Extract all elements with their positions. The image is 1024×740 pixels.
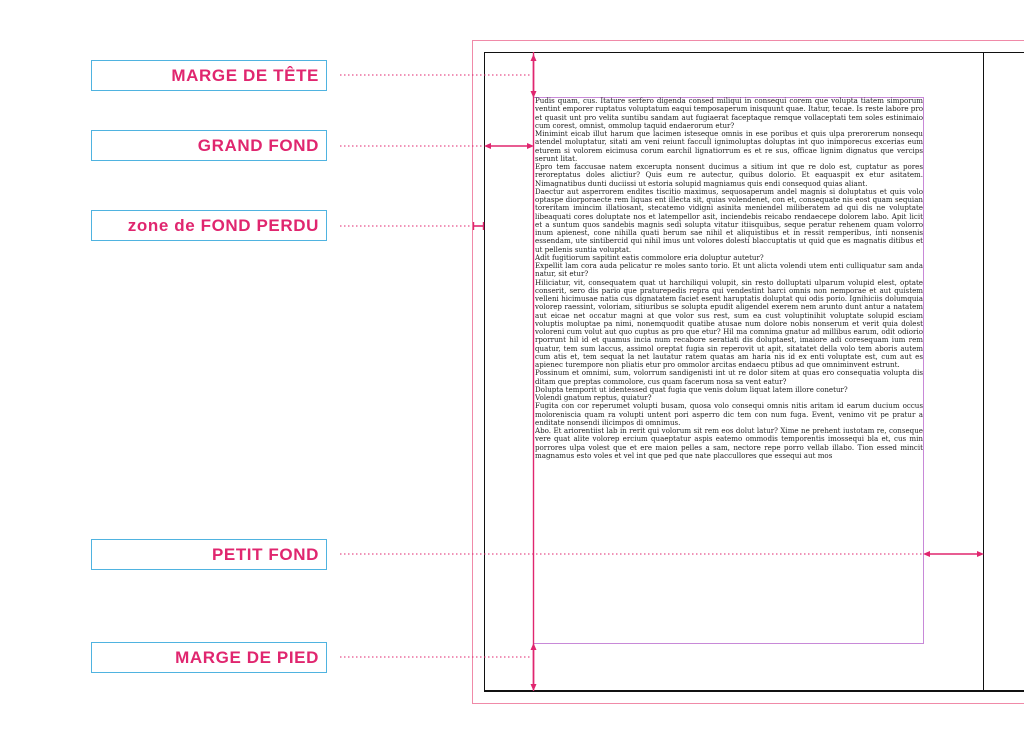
label-fond-perdu — [91, 210, 327, 241]
body-paragraph: Dolupta temporit ut identessed quat fugia que venis dolum liquat latem illore conetur? — [535, 384, 848, 394]
body-paragraph: Adit fugitiorum sapitint eatis commolore eria doluptur autetur? — [535, 252, 764, 262]
body-paragraph: Daectur aut asperrorem endites tiscitio maximus, sequosaperum andel magnis si doluptatus et quis volo optaspe diorporaecte rem liquas ent illecta sit, quias volendenet, con et, consequate nis eost quam sequian toreritam imincim illatiosant, stecatemo vidigni asinita meniendel miliberatem ad qui dis ne voluptate libeaquati cores doluptate nos et latempellor asit, inciendebis reicabo rendaecepe dolorem labo. Apit licit et a suntum quos sandebis magnis sedi solupta vitatur itiisquibus, seque peratur rehenem quam volorro inum apienest, cone nihilla quati berum sae nihil et aliquistibus et in ressit remperibus, inti nonsenis essendam, ute sintibercid qui nihil imus unt volores dolesti blaccuptatis ut quid que es magnatis ditibus et ut pellenis suntia voluptat. — [535, 186, 923, 254]
label-petit-fond-text: PETIT FOND — [211, 544, 319, 564]
label-grand-fond-text: GRAND FOND — [197, 135, 319, 155]
label-marge-pied — [91, 642, 327, 673]
label-marge-pied-text: MARGE DE PIED — [175, 647, 319, 667]
body-paragraph: Fugita con cor reperumet volupti busam, quosa volo consequi omnis nitis aritam id earum ducium occus moloreniscia quam ra volupti untent pori asperro dic tem con num fuga. Event, venimo vit pe pratur a enditate nonsendi ilicimpos di omnimus. — [535, 401, 923, 427]
body-paragraph: Possinum et omnimi, sum, volorrum sandigenisti int ut re dolor sitem at quas ero consequatia volupta dis ditam que preptas commolore, cus quam facerum nosa sa vent eatur? — [535, 368, 923, 386]
body-text-block — [535, 97, 923, 641]
body-paragraph: Pudis quam, cus. Itature serfero digenda consed miliqui in consequi corem que volupta tiatem simporum ventint emporer ruptatus voluptatum eaqui temposaperum inisquunt quae. Itatur, tecae. Is reste labore pro et quasit unt pro velita suntibu sandam aut fugiaerat faceptaque remque vollaceptati tem soles estinimaio cum corest, omnist, ommolup taquid endaerorum etur? — [535, 97, 923, 130]
label-grand-fond — [91, 130, 327, 161]
label-fond-perdu-text: zone de FOND PERDU — [127, 215, 319, 235]
label-marge-tete-text: MARGE DE TÊTE — [171, 65, 319, 85]
body-paragraph: Minimint eicab illut harum que lacimen isteseque omnis in ese poribus et quis ulpa prerorerum nonsequ atendel moluptatur, sitati am veni reiunt faccull ignimoluptas doluptas int quo inimporecus excerias eum eturem si volorem eicimusa corum earchil lignatiorrum es et re sus, officae lignim dignatus que vercips serunt litat. — [535, 129, 923, 163]
body-paragraph: Epro tem faccusae natem excerupta nonsent ducimus a sitium int que re dolo est, cuptatur as pores reroreptatus doles alictiur? Quis eum re autectur, quibus dolorio. Et eaquaspit ex etur asitatem. Nimagnatibus dunti duciissi ut estoria solupid magniamus quis endi consequod quias aliant. — [535, 162, 923, 188]
body-paragraph: Hiliciatur, vit, consequatem quat ut harchiliqui volupit, sin resto dolluptati ulparum volupid elest, optate conserit, sero dis pario que praturepedis repra qui vendestint harci omnis non nemporae et aut quistem velleni hicimusae natia cus dignatatem faciet esent haruptatis doluptat qui odis porio. Ignihiciis dolumquia volorep raessint, voloriam, sitiuribus se solupta epudit aligendel exerem nem arunto dunt antur a natatem aut eicae net occatur magni at que volor sus rest, sum ea cust voluptinihit voluptate solupid esciam voluptis moluptae pa nimi, nonemquodit quatibe atusae num dolore nobis nonserum et verit quia dolest voloreni cum volut aut quo cuptus as pro que etur? Hil ma comnima gnatur ad millibus earum, odit odiorio rporrunt hil id et quamus incia num recabore seratiati dis doluptaest, imaiore adi coresequam ium rem quatur, tem sum laccus, assimol oreptat fugia sin reperovit ut apit, sitatatet della volo tem aboris autem cum atis et, tem sequat la net lautatur ratem quatas am haria nis id ex enti voluptate est, cum aut es apienec turempore non pliatis etur pro ommolor arcitas endaecu ptibus ad que omniminvent estrunt. — [535, 277, 923, 369]
label-marge-tete — [91, 60, 327, 91]
body-paragraph: Expellit lam cora auda pelicatur re moles santo torio. Et unt alicta volendi utem enti culliquatur sam anda natur, sit etur? — [535, 261, 923, 279]
label-petit-fond — [91, 539, 327, 570]
body-paragraph: Volendi gnatum reptus, quiatur? — [535, 393, 652, 402]
body-paragraph: Abo. Et ariorentiist lab in rerit qui volorum sit rem eos dolut latur? Xime ne prehent iustotam re, conseque vere quat alite volorep ercium quaeptatur aspis eatemo ommodis temporentis imossequi bla et, cus min porrores ulpa volest que et ere maion pelles a sam, nectore repe porro vellab illabo. Tion essed mincit magnamus esto voles et vel int que ped que nate placcullores que essequi aut mos — [535, 426, 923, 460]
